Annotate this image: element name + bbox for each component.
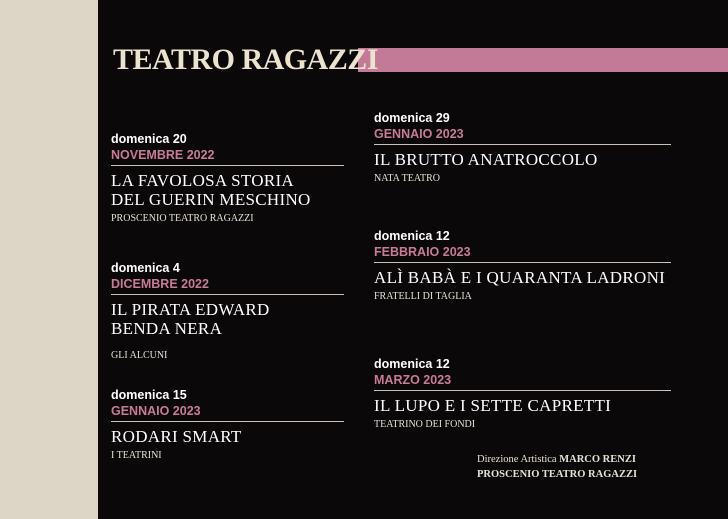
event-company: TEATRINO DEI FONDI bbox=[374, 419, 476, 430]
event-card bbox=[111, 131, 344, 225]
artistic-direction-credit bbox=[477, 452, 637, 482]
divider bbox=[111, 294, 344, 295]
event-title bbox=[374, 268, 671, 287]
event-day: domenica 12 bbox=[374, 229, 450, 243]
event-title bbox=[111, 171, 344, 209]
event-title bbox=[111, 427, 344, 446]
event-title-line: IL LUPO E I SETTE CAPRETTI bbox=[374, 396, 612, 415]
event-card bbox=[111, 260, 344, 362]
event-month: NOVEMBRE 2022 bbox=[111, 148, 215, 162]
divider bbox=[111, 421, 344, 422]
event-company: I TEATRINI bbox=[111, 450, 162, 461]
credit-director: MARCO RENZI bbox=[559, 454, 636, 465]
event-card bbox=[374, 228, 671, 303]
divider bbox=[111, 165, 344, 166]
divider bbox=[374, 390, 671, 391]
event-day: domenica 12 bbox=[374, 357, 450, 371]
event-title-line: BENDA NERA bbox=[111, 319, 223, 338]
event-day: domenica 15 bbox=[111, 388, 187, 402]
event-company: GLI ALCUNI bbox=[111, 350, 168, 361]
event-card bbox=[111, 387, 344, 462]
divider bbox=[374, 262, 671, 263]
event-card bbox=[374, 356, 671, 431]
credit-line bbox=[477, 452, 637, 467]
event-title-line: ALÌ BABÀ E I QUARANTA LADRONI bbox=[374, 268, 666, 287]
divider bbox=[374, 144, 671, 145]
credit-organization: PROSCENIO TEATRO RAGAZZI bbox=[477, 469, 638, 480]
event-title-line: DEL GUERIN MESCHINO bbox=[111, 190, 311, 209]
credit-label: Direzione Artistica bbox=[477, 454, 557, 465]
event-company: FRATELLI DI TAGLIA bbox=[374, 291, 472, 302]
event-month: DICEMBRE 2022 bbox=[111, 277, 209, 291]
crescent-moon-icon bbox=[50, 24, 122, 106]
event-title bbox=[374, 150, 671, 169]
event-day: domenica 4 bbox=[111, 261, 180, 275]
event-title-line: IL PIRATA EDWARD bbox=[111, 300, 270, 319]
event-month: FEBBRAIO 2023 bbox=[374, 245, 471, 259]
event-company: PROSCENIO TEATRO RAGAZZI bbox=[111, 213, 254, 224]
event-card bbox=[374, 110, 671, 185]
event-title-line: LA FAVOLOSA STORIA bbox=[111, 171, 294, 190]
event-month: GENNAIO 2023 bbox=[374, 127, 464, 141]
event-day: domenica 29 bbox=[374, 111, 450, 125]
event-month: MARZO 2023 bbox=[374, 373, 452, 387]
event-title-line: IL BRUTTO ANATROCCOLO bbox=[374, 150, 598, 169]
page-title: TEATRO RAGAZZI bbox=[113, 43, 378, 76]
event-month: GENNAIO 2023 bbox=[111, 404, 201, 418]
event-day: domenica 20 bbox=[111, 132, 187, 146]
event-title-line: RODARI SMART bbox=[111, 427, 242, 446]
event-title bbox=[111, 300, 344, 338]
event-title bbox=[374, 396, 671, 415]
event-company: NATA TEATRO bbox=[374, 173, 440, 184]
title-accent-bar bbox=[358, 48, 728, 72]
